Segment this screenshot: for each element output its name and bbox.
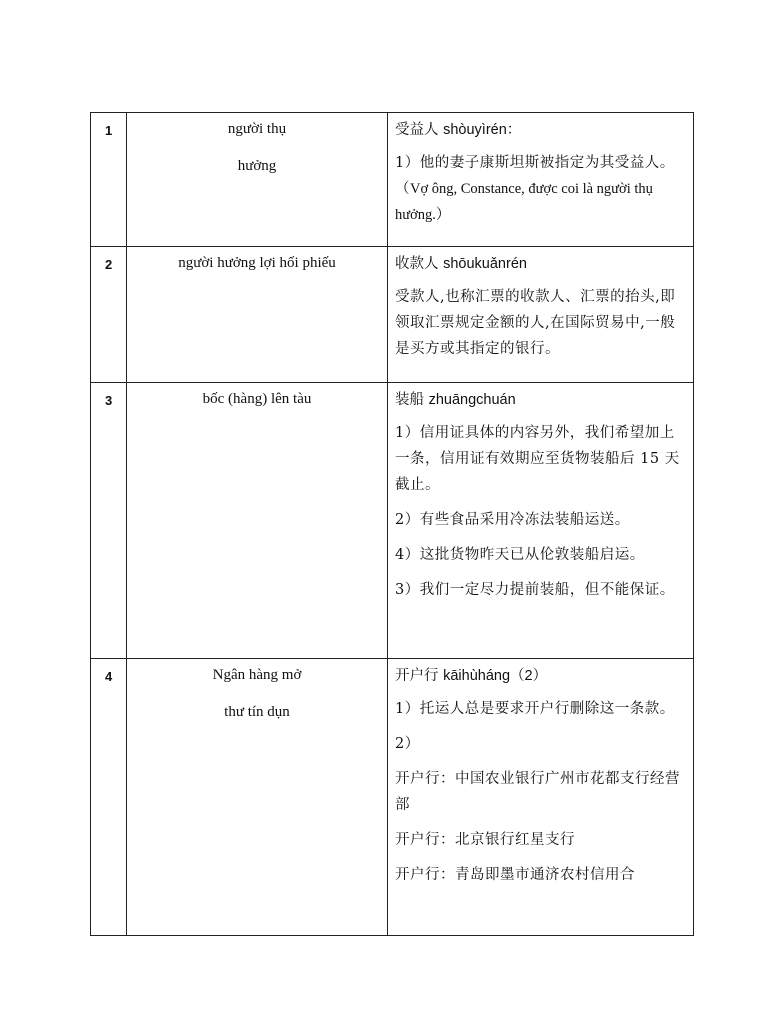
chinese-headword: [395, 665, 685, 687]
vietnamese-term-line: người hưởng lợi hối phiếu: [178, 255, 336, 271]
row-number: 3: [91, 383, 127, 659]
example-translation: Vợ ông, Constance, được coi là người thụ hưởng.: [395, 181, 653, 223]
vietnamese-term-line: hưởng: [237, 158, 277, 174]
chinese-entry: [388, 383, 694, 659]
example-sentence: 4）这批货物昨天已从伦敦装船启运。: [395, 547, 645, 563]
vietnamese-term: [127, 383, 388, 659]
example-sentence: 2）有些食品采用冷冻法装船运送。: [395, 512, 630, 528]
pinyin: zhuāngchuán: [428, 392, 516, 408]
chinese-term: 受益人: [395, 122, 439, 138]
example-sentence: 受款人,也称汇票的收款人、汇票的抬头,即领取汇票规定金额的人,在国际贸易中,一般是买方或其指定的银行。: [395, 289, 676, 357]
vietnamese-term-line: bốc (hàng) lên tàu: [202, 391, 312, 407]
pinyin: shōukuǎnrén: [443, 256, 527, 272]
chinese-entry: [388, 247, 694, 383]
table-row: [91, 113, 694, 247]
example-sentence: [395, 150, 685, 228]
chinese-term: 装船: [395, 392, 424, 408]
pinyin: shòuyìrén：: [443, 122, 522, 138]
example-chinese: 1）他的妻子康斯坦斯被指定为其受益人。（: [395, 155, 675, 197]
chinese-headword: [395, 389, 685, 411]
example-sentence: 2）: [395, 736, 420, 752]
row-number: 2: [91, 247, 127, 383]
table-row: [91, 247, 694, 383]
example-sentence: 1）托运人总是要求开户行删除这一条款。: [395, 701, 675, 717]
glossary-table: [90, 112, 694, 936]
vietnamese-term: [127, 113, 388, 247]
chinese-entry: [388, 113, 694, 247]
chinese-term: 收款人: [395, 256, 439, 272]
example-sentence: 开户行：青岛即墨市通济农村信用合: [395, 867, 635, 883]
vietnamese-term-line: Ngân hàng mở: [212, 667, 302, 683]
vietnamese-term: [127, 659, 388, 936]
chinese-headword: [395, 253, 685, 275]
chinese-term: 开户行: [395, 668, 439, 684]
chinese-entry: [388, 659, 694, 936]
vietnamese-term: [127, 247, 388, 383]
table-row: [91, 659, 694, 936]
pinyin: kāihùháng（2）: [443, 668, 548, 684]
example-sentence: 开户行：中国农业银行广州市花都支行经营部: [395, 771, 680, 813]
chinese-headword: [395, 119, 685, 141]
row-number: 4: [91, 659, 127, 936]
vietnamese-term-line: người thụ: [227, 121, 287, 137]
row-number: 1: [91, 113, 127, 247]
example-sentence: 3）我们一定尽力提前装船，但不能保证。: [395, 582, 675, 598]
example-sentence: 开户行：北京银行红星支行: [395, 832, 575, 848]
vietnamese-term-line: thư tín dụn: [224, 704, 290, 720]
table-row: [91, 383, 694, 659]
example-tail: ）: [435, 207, 451, 223]
example-sentence: 1）信用证具体的内容另外，我们希望加上一条，信用证有效期应至货物装船后 15 天截止。: [395, 425, 680, 493]
